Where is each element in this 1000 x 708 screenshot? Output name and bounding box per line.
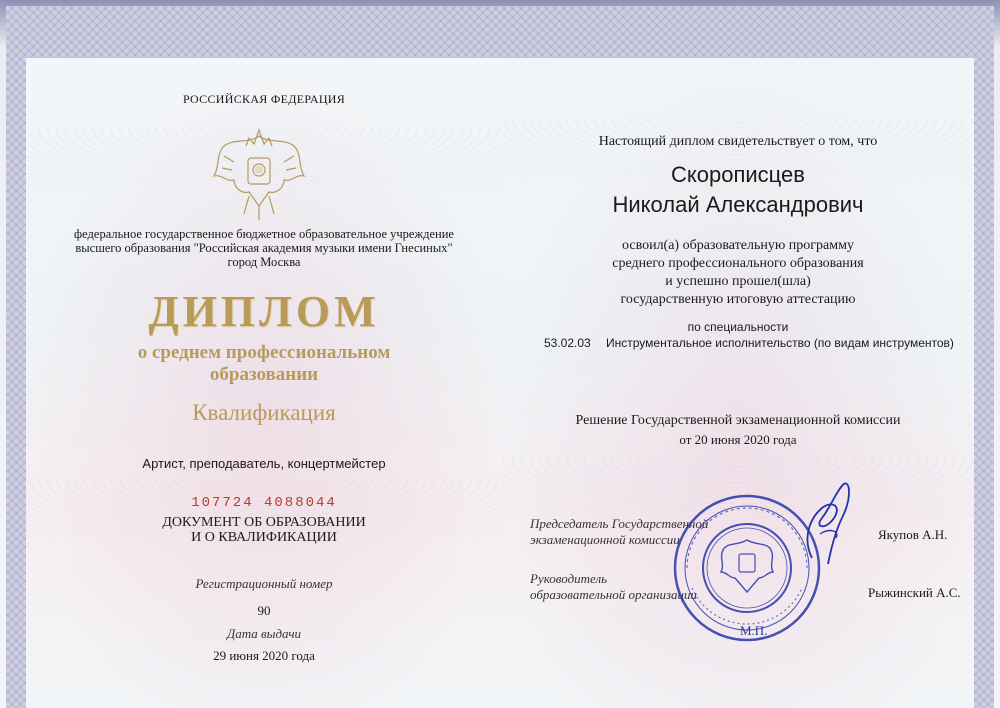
handwritten-signature (792, 478, 862, 578)
issue-date-value: 29 июня 2020 года (213, 648, 315, 663)
registration-number-value: 90 (257, 603, 271, 618)
country-label: РОССИЙСКАЯ ФЕДЕРАЦИЯ (182, 92, 346, 106)
mastered-line-1: освоил(а) образовательную программу (622, 238, 854, 253)
serial-number: 107724 4088044 (191, 495, 337, 511)
graduate-surname: Скорописцев (671, 162, 805, 187)
diploma-subtitle-line-1: о среднем профессиональном (137, 342, 391, 363)
certifies-text: Настоящий диплом свидетельствует о том, что (598, 134, 878, 149)
specialty-label: по специальности (687, 320, 789, 334)
institution-line-2: высшего образования "Российская академия музыки имени Гнесиных" (75, 241, 453, 255)
registration-number-label: Регистрационный номер (195, 576, 333, 591)
chair-label-line-2: экзаменационной комиссии (530, 532, 680, 547)
specialty-code: 53.02.03 (544, 336, 591, 350)
qualification-heading: Квалификация (192, 400, 336, 425)
left-panel (26, 58, 502, 708)
chair-label-line-1: Председатель Государственной (530, 516, 709, 531)
head-name: Рыжинский А.С. (868, 585, 961, 600)
institution-line-3: город Москва (227, 255, 301, 269)
head-label-line-1: Руководитель (530, 571, 608, 586)
issue-date-label: Дата выдачи (226, 626, 302, 641)
specialty-name: Инструментальное исполнительство (по видам инструментов) (606, 336, 954, 350)
mastered-line-3: и успешно прошел(шла) (665, 274, 811, 289)
document-type-line-2: И О КВАЛИФИКАЦИИ (191, 530, 337, 545)
mastered-line-4: государственную итоговую аттестацию (620, 292, 856, 307)
document-type-line-1: ДОКУМЕНТ ОБ ОБРАЗОВАНИИ (162, 515, 366, 530)
head-label-line-2: образовательной организации (530, 587, 698, 602)
graduate-given-names: Николай Александрович (612, 192, 864, 217)
chair-name: Якупов А.Н. (878, 527, 948, 542)
qualification-value: Артист, преподаватель, концертмейстер (142, 456, 386, 471)
commission-decision-line-2: от 20 июня 2020 года (679, 432, 797, 447)
stamp-mp-label: М.П. (740, 623, 768, 638)
diploma-title: ДИПЛОМ (148, 287, 380, 336)
right-panel (502, 58, 974, 708)
russian-coat-of-arms-icon (204, 116, 314, 226)
mastered-line-2: среднего профессионального образования (612, 256, 864, 271)
institution-line-1: федеральное государственное бюджетное образовательное учреждение (74, 227, 454, 241)
diploma-subtitle-line-2: образовании (209, 364, 319, 385)
commission-decision-line-1: Решение Государственной экзаменационной комиссии (575, 413, 901, 428)
